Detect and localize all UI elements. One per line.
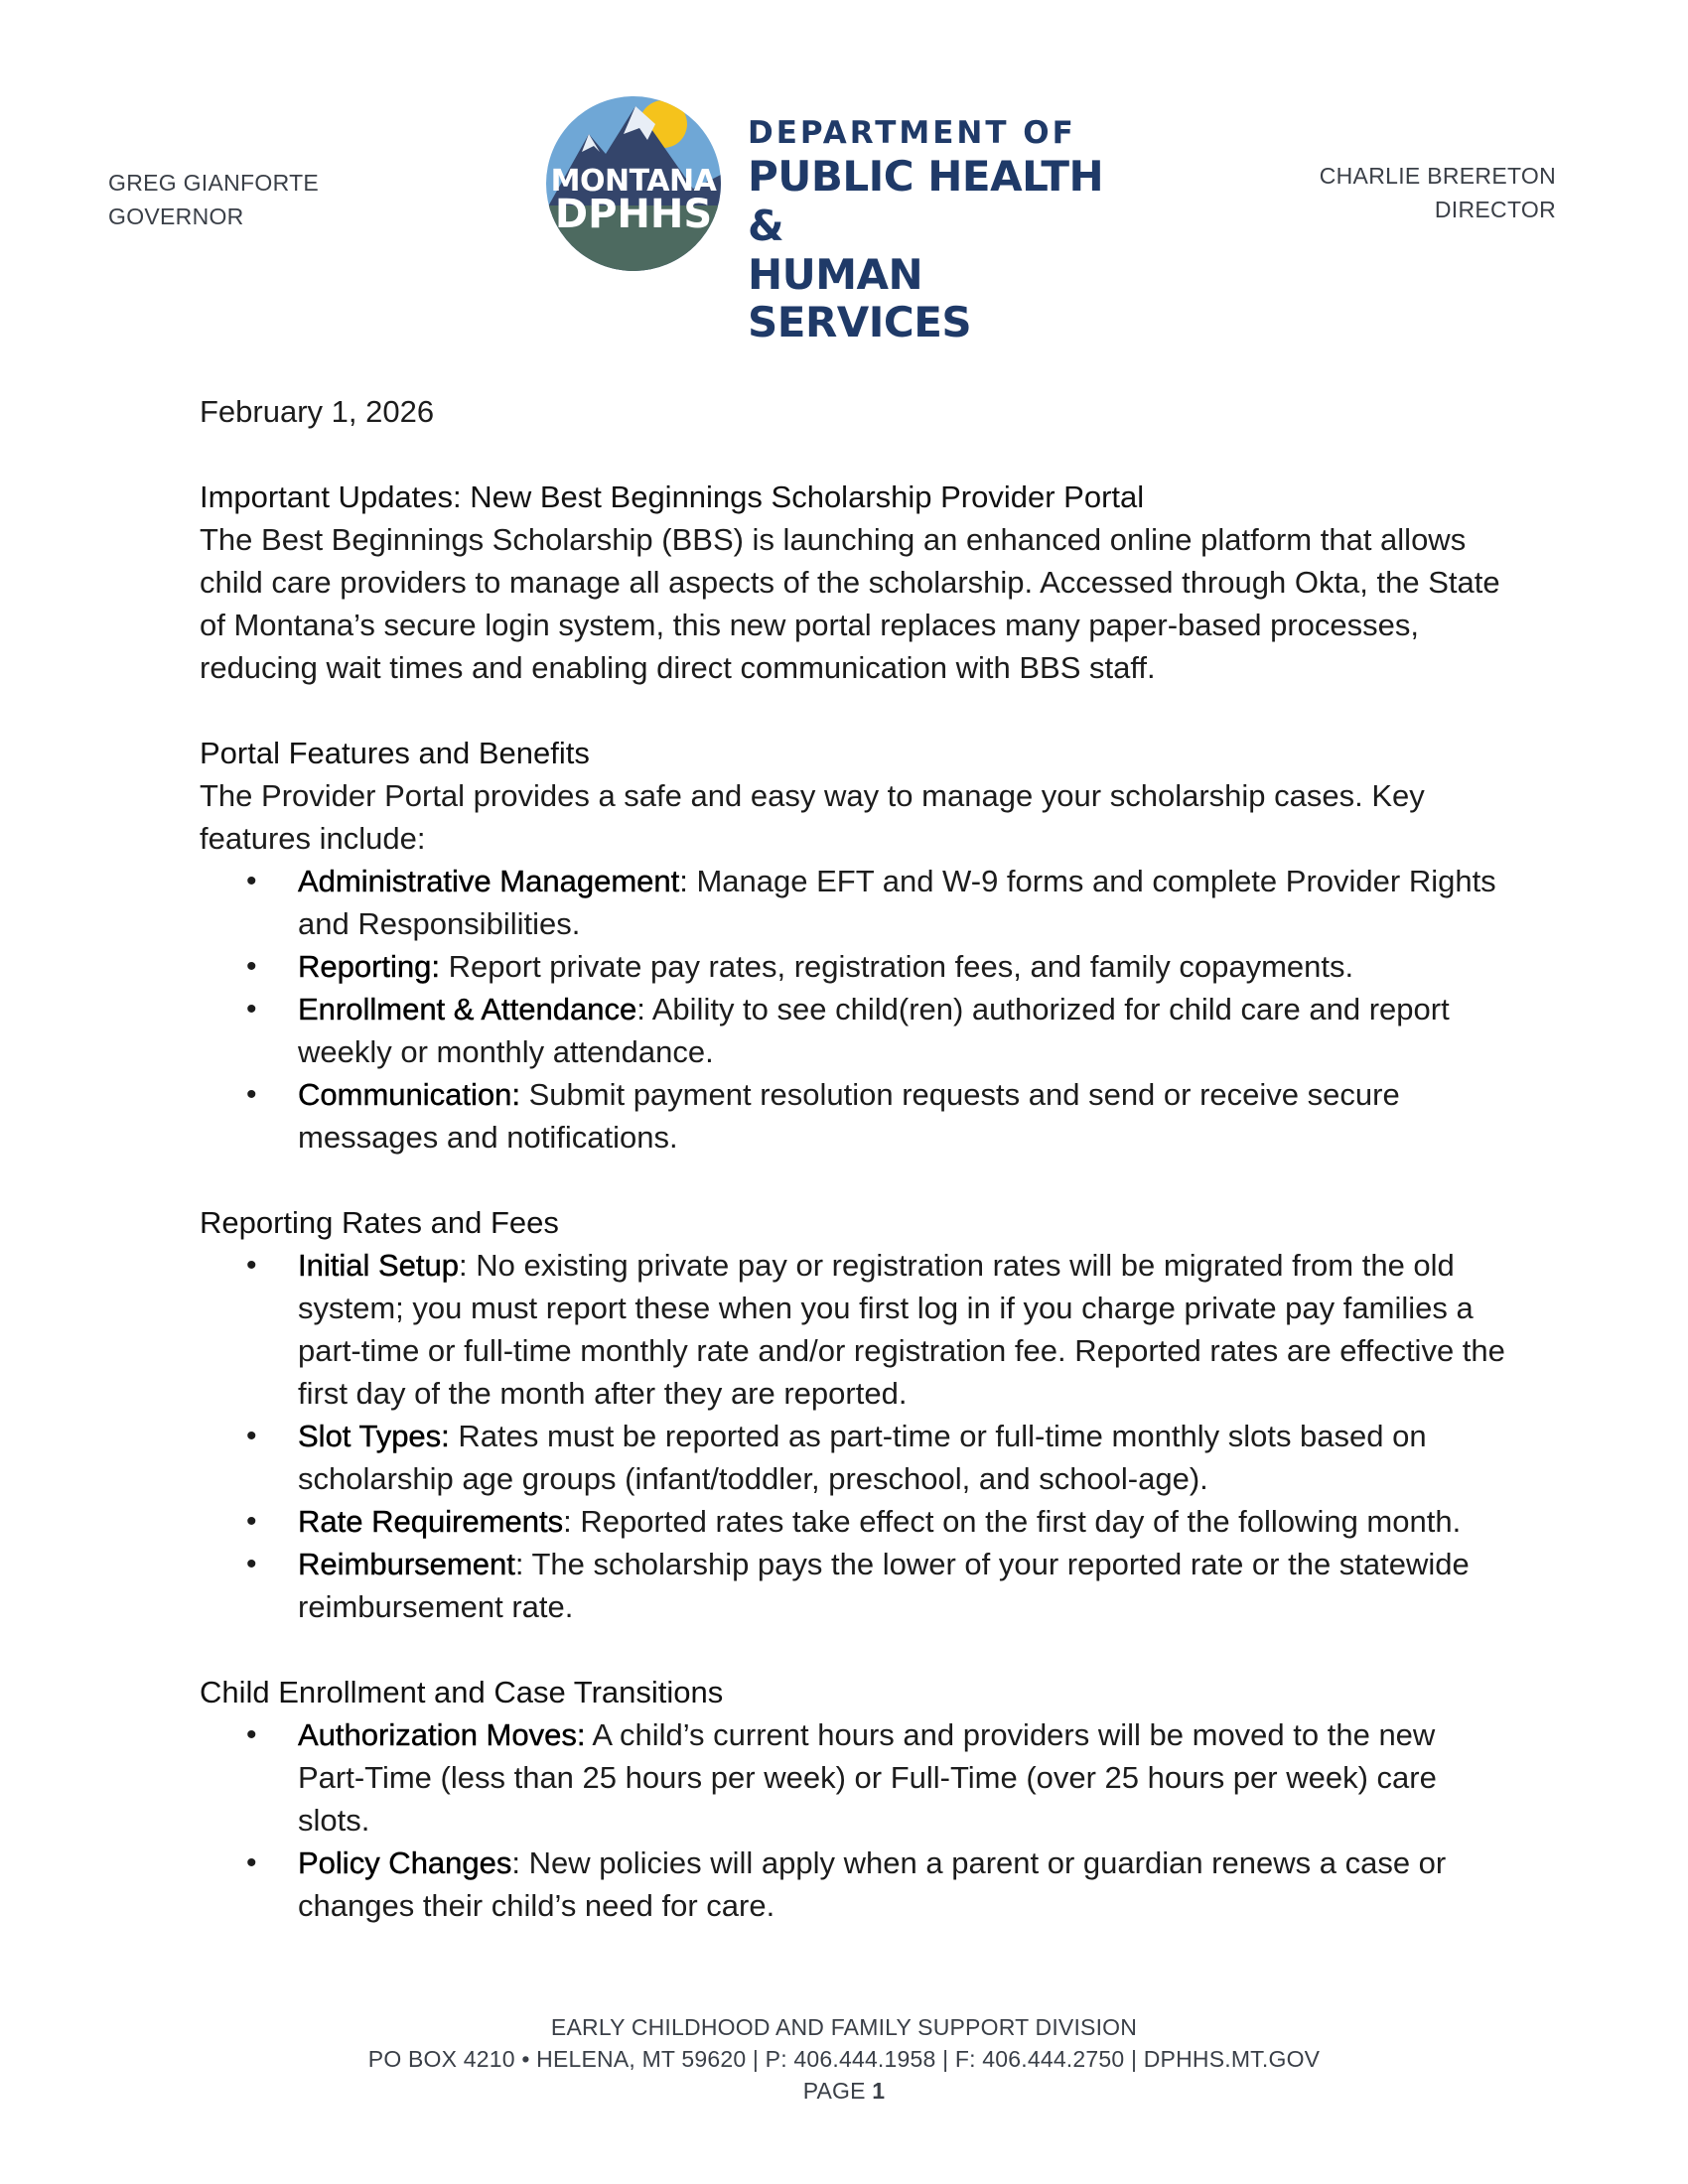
page-label: PAGE [802, 2078, 866, 2104]
list-item [200, 1842, 1510, 1927]
governor-block [108, 166, 319, 233]
seal-montana-text: MONTANA [550, 164, 717, 199]
bullet-separator: : [563, 1504, 572, 1539]
page-footer [0, 2011, 1688, 2107]
bullet-separator: : [511, 1845, 521, 1880]
section-reporting-rates [200, 1201, 1510, 1628]
bullet-term: Policy Changes [298, 1845, 512, 1880]
list-item [200, 1713, 1510, 1842]
dphhs-logo [544, 94, 1140, 346]
footer-page [0, 2075, 1688, 2107]
bullet-text: Manage EFT and W-9 forms and complete Provider Rights and Responsibilities. [298, 864, 1496, 941]
montana-dphhs-seal [544, 94, 723, 273]
letter-date: February 1, 2026 [200, 394, 435, 429]
letter-body [200, 390, 1510, 1927]
list-item [200, 1244, 1510, 1415]
bullet-term: Reimbursement [298, 1547, 515, 1581]
bullet-separator: : [459, 1248, 468, 1283]
bullet-list [200, 1244, 1510, 1628]
bullet-list [200, 860, 1510, 1159]
bullet-text: Ability to see child(ren) authorized for child care and report weekly or monthly attendance. [298, 992, 1450, 1069]
bullet-term: Slot Types: [298, 1419, 450, 1453]
bullet-text: A child’s current hours and providers will be moved to the new Part-Time (less than 25 hours per week) or Full-Time (over 25 hours per week) care slots. [298, 1717, 1437, 1838]
governor-title: GOVERNOR [108, 204, 244, 229]
bullet-text: Rates must be reported as part-time or full-time monthly slots based on scholarship age groups (infant/toddler, preschool, and school-age). [298, 1419, 1427, 1496]
section-heading: Reporting Rates and Fees [200, 1205, 559, 1240]
list-item [200, 988, 1510, 1073]
bullet-list [200, 1713, 1510, 1927]
bullet-text: No existing private pay or registration rates will be migrated from the old system; you must report these when you first log in if you charge private pay families a part-time or full-time monthly rate and/or registration fee. Reported rates are effective the first day of the month after they are reported. [298, 1248, 1505, 1411]
bullet-text: Submit payment resolution requests and send or receive secure messages and notifications. [298, 1077, 1400, 1155]
bullet-term: Administrative Management [298, 864, 680, 898]
page-number: 1 [872, 2078, 886, 2104]
bullet-term: Reporting: [298, 949, 441, 984]
footer-address: PO BOX 4210 • HELENA, MT 59620 | P: 406.444.1958 | F: 406.444.2750 | DPHHS.MT.GOV [367, 2046, 1321, 2072]
bullet-term: Enrollment & Attendance [298, 992, 637, 1026]
list-item [200, 860, 1510, 945]
bullet-term: Rate Requirements [298, 1504, 564, 1539]
section-heading: Child Enrollment and Case Transitions [200, 1675, 724, 1709]
footer-division: EARLY CHILDHOOD AND FAMILY SUPPORT DIVISION [550, 2014, 1138, 2040]
list-item [200, 1073, 1510, 1159]
seal-dphhs-text: DPHHS [554, 192, 713, 237]
department-line-2: PUBLIC HEALTH & [748, 152, 1104, 250]
list-item [200, 945, 1510, 988]
list-item [200, 1543, 1510, 1628]
bullet-term: Initial Setup [298, 1248, 459, 1283]
department-name [748, 114, 1140, 346]
bullet-text: Report private pay rates, registration fees, and family copayments. [440, 949, 1354, 984]
department-line-1: DEPARTMENT OF [748, 115, 1076, 151]
section-paragraph: The Provider Portal provides a safe and easy way to manage your scholarship cases. Key features include: [200, 778, 1425, 856]
section-portal-features [200, 732, 1510, 1159]
section-important-updates [200, 476, 1510, 689]
list-item [200, 1500, 1510, 1543]
section-child-enrollment [200, 1671, 1510, 1927]
bullet-separator: : [679, 864, 688, 898]
department-line-3: HUMAN SERVICES [748, 250, 972, 346]
director-name: CHARLIE BRERETON [1319, 163, 1556, 189]
bullet-separator: : [636, 992, 645, 1026]
bullet-text: New policies will apply when a parent or guardian renews a case or changes their child’s need for care. [298, 1845, 1447, 1923]
bullet-separator: : [514, 1547, 524, 1581]
list-item [200, 1415, 1510, 1500]
section-heading: Portal Features and Benefits [200, 736, 590, 770]
section-paragraph: The Best Beginnings Scholarship (BBS) is launching an enhanced online platform that allows child care providers to manage all aspects of the scholarship. Accessed through Okta, the State of Montana’s secure login system, this new portal replaces many paper-based processes, reducing wait times and enabling direct communication with BBS staff. [200, 522, 1500, 685]
director-block [1320, 159, 1556, 226]
director-title: DIRECTOR [1434, 197, 1556, 222]
bullet-text: The scholarship pays the lower of your reported rate or the statewide reimbursement rate. [298, 1547, 1470, 1624]
bullet-text: Reported rates take effect on the first day of the following month. [571, 1504, 1462, 1539]
bullet-term: Authorization Moves: [298, 1717, 586, 1752]
governor-name: GREG GIANFORTE [108, 170, 320, 196]
bullet-term: Communication: [298, 1077, 520, 1112]
section-heading: Important Updates: New Best Beginnings Scholarship Provider Portal [200, 479, 1145, 514]
